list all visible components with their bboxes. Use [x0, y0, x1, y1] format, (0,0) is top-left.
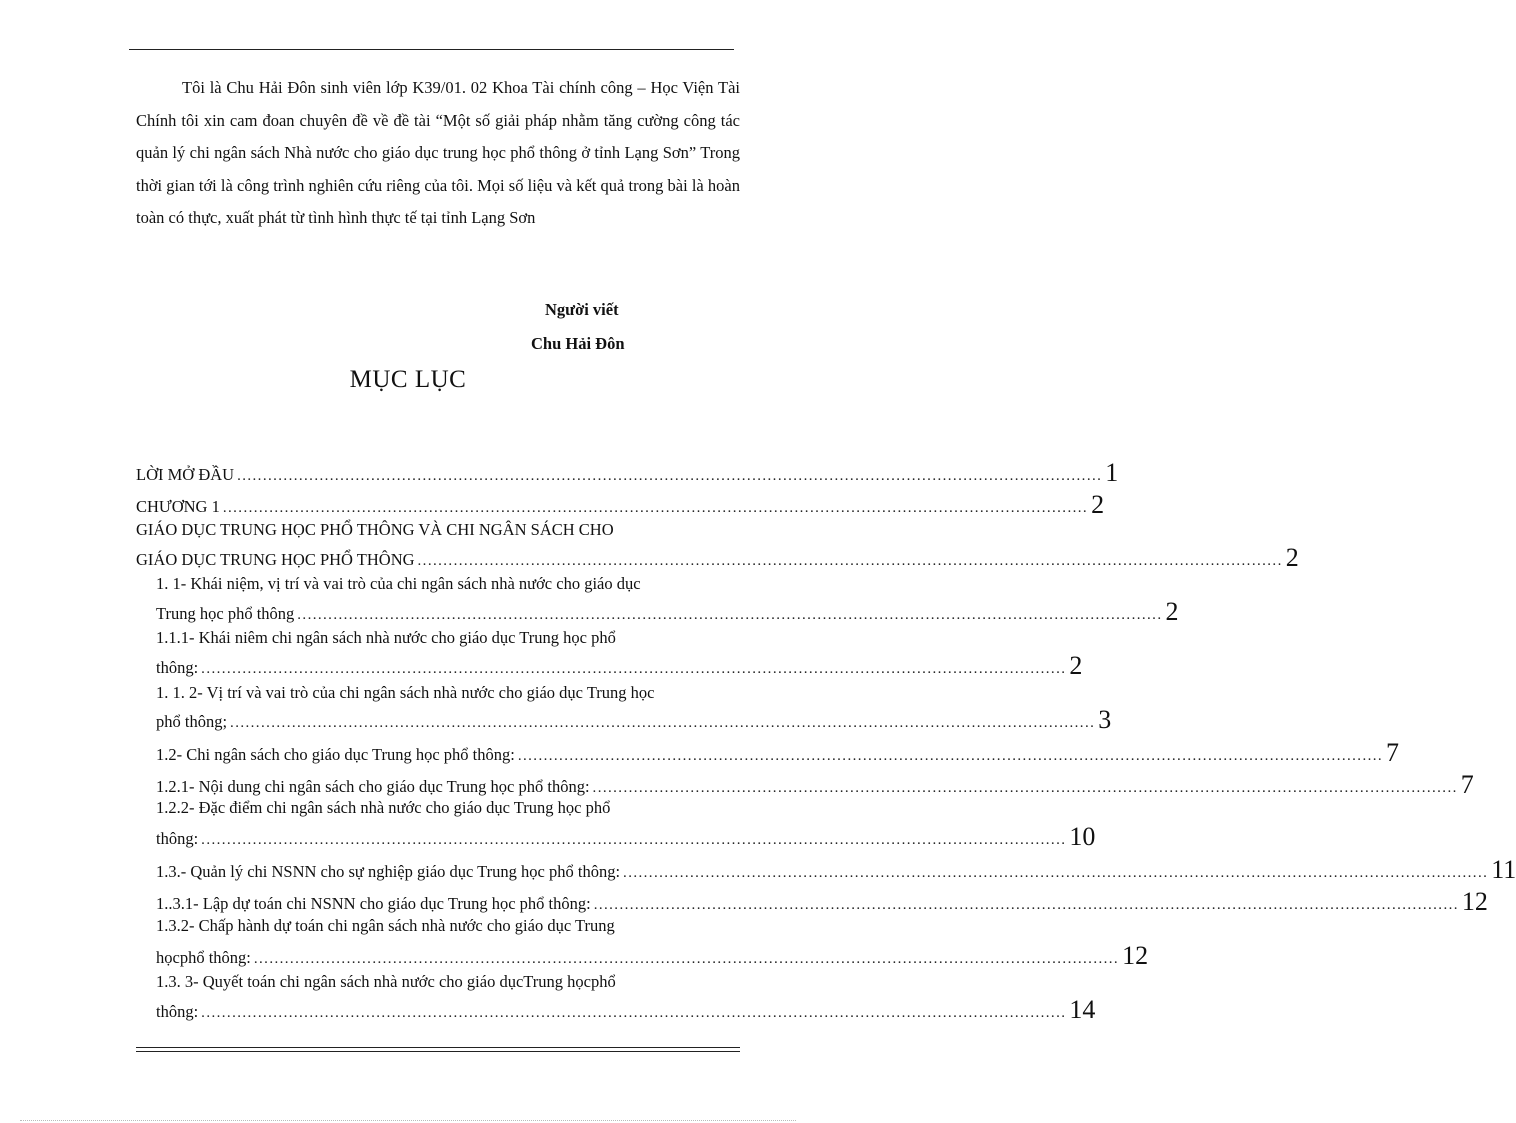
toc-leader-dots: ........................................................................................................................................................................: [297, 607, 1163, 623]
toc-leader-dots: ........................................................................................................................................................................: [201, 1005, 1067, 1021]
toc-entry[interactable]: [156, 597, 1179, 626]
toc-leader-dots: ........................................................................................................................................................................: [230, 715, 1096, 731]
toc-page-number: 7: [1460, 770, 1474, 799]
signature-name: Chu Hải Đôn: [531, 334, 625, 353]
toc-entry-text: LỜI MỞ ĐẦU: [136, 465, 235, 484]
toc-entry-text[interactable]: 1.3.2- Chấp hành dự toán chi ngân sách nhà nước cho giáo dục Trung: [156, 916, 615, 935]
toc-leader-dots: ........................................................................................................................................................................: [417, 553, 1283, 569]
footer-double-rule: [136, 1047, 740, 1052]
toc-entry[interactable]: [156, 941, 1149, 970]
toc-entry[interactable]: [156, 995, 1096, 1024]
toc-leader-dots: ........................................................................................................................................................................: [222, 500, 1089, 516]
toc-entry[interactable]: [156, 822, 1096, 851]
toc-page-number: 10: [1069, 822, 1096, 851]
toc-entry-text: 1.2.1- Nội dung chi ngân sách cho giáo dục Trung học phổ thông:: [156, 777, 590, 796]
toc-leader-dots: ........................................................................................................................................................................: [623, 865, 1489, 881]
toc-entry-text[interactable]: 1.3. 3- Quyết toán chi ngân sách nhà nước cho giáo dụcTrung họcphổ: [156, 972, 616, 991]
toc-entry[interactable]: [136, 490, 1105, 519]
page-edge-divider: [20, 1120, 796, 1121]
toc-page-number: 2: [1091, 490, 1105, 519]
toc-entry[interactable]: [156, 738, 1400, 767]
toc-entry-text[interactable]: GIÁO DỤC TRUNG HỌC PHỔ THÔNG VÀ CHI NGÂN SÁCH CHO: [136, 520, 614, 539]
toc-entry-text: 1..3.1- Lập dự toán chi NSNN cho giáo dục Trung học phổ thông:: [156, 894, 591, 913]
toc-entry-text: họcphổ thông:: [156, 948, 251, 967]
toc-entry-text[interactable]: 1.2.2- Đặc điểm chi ngân sách nhà nước cho giáo dục Trung học phổ: [156, 798, 611, 817]
toc-page-number: 2: [1285, 543, 1299, 572]
toc-leader-dots: ........................................................................................................................................................................: [517, 748, 1384, 764]
toc-leader-dots: ........................................................................................................................................................................: [201, 832, 1067, 848]
toc-leader-dots: ........................................................................................................................................................................: [201, 661, 1067, 677]
toc-leader-dots: ........................................................................................................................................................................: [592, 780, 1458, 796]
toc-entry[interactable]: [136, 543, 1299, 572]
toc-entry[interactable]: [156, 770, 1474, 799]
toc-page-number: 2: [1165, 597, 1179, 626]
toc-title: MỤC LỤC: [349, 366, 467, 393]
toc-entry[interactable]: [136, 458, 1119, 487]
declaration-paragraph: Tôi là Chu Hải Đôn sinh viên lớp K39/01. 02 Khoa Tài chính công – Học Viện Tài Chính tôi xin cam đoan chuyên đề về đề tài “Một số giải pháp nhằm tăng cường công tác quản lý chi ngân sách Nhà nước cho giáo dục trung học phổ thông ở tỉnh Lạng Sơn” Trong thời gian tới là công trình nghiên cứu riêng của tôi. Mọi số liệu và kết quả trong bài là hoàn toàn có thực, xuất phát từ tình hình thực tế tại tỉnh Lạng Sơn: [136, 78, 740, 227]
toc-entry[interactable]: [156, 855, 1516, 884]
toc-entry-text: 1.3.- Quản lý chi NSNN cho sự nghiệp giáo dục Trung học phổ thông:: [156, 862, 621, 881]
toc-entry-text: 1.2- Chi ngân sách cho giáo dục Trung học phổ thông:: [156, 745, 515, 764]
toc-entry-text: thông:: [156, 829, 199, 848]
toc-leader-dots: ........................................................................................................................................................................: [237, 468, 1103, 484]
toc-entry[interactable]: [156, 887, 1488, 916]
toc-entry-text: GIÁO DỤC TRUNG HỌC PHỔ THÔNG: [136, 550, 415, 569]
toc-leader-dots: ........................................................................................................................................................................: [253, 951, 1120, 967]
toc-entry-text[interactable]: 1. 1- Khái niệm, vị trí và vai trò của chi ngân sách nhà nước cho giáo dục: [156, 574, 641, 593]
toc-page-number: 14: [1069, 995, 1096, 1024]
signature-role: Người viết: [545, 300, 619, 319]
toc-entry-text[interactable]: 1.1.1- Khái niêm chi ngân sách nhà nước cho giáo dục Trung học phổ: [156, 628, 616, 647]
toc-page-number: 12: [1461, 887, 1488, 916]
toc-entry-text: thông:: [156, 658, 199, 677]
toc-page-number: 7: [1386, 738, 1400, 767]
toc-page-number: 1: [1105, 458, 1119, 487]
toc-entry[interactable]: [156, 651, 1083, 680]
toc-leader-dots: ........................................................................................................................................................................: [593, 897, 1459, 913]
toc-entry-text: Trung học phổ thông: [156, 604, 295, 623]
toc-page-number: 12: [1122, 941, 1149, 970]
toc-page-number: 3: [1098, 705, 1112, 734]
toc-entry-text[interactable]: 1. 1. 2- Vị trí và vai trò của chi ngân sách nhà nước cho giáo dục Trung học: [156, 683, 655, 702]
toc-entry-text: thông:: [156, 1002, 199, 1021]
toc-entry[interactable]: [156, 705, 1112, 734]
toc-page-number: 2: [1069, 651, 1083, 680]
toc-entry-text: phổ thông;: [156, 712, 228, 731]
toc-entry-text: CHƯƠNG 1: [136, 497, 220, 516]
toc-page-number: 11: [1491, 855, 1516, 884]
